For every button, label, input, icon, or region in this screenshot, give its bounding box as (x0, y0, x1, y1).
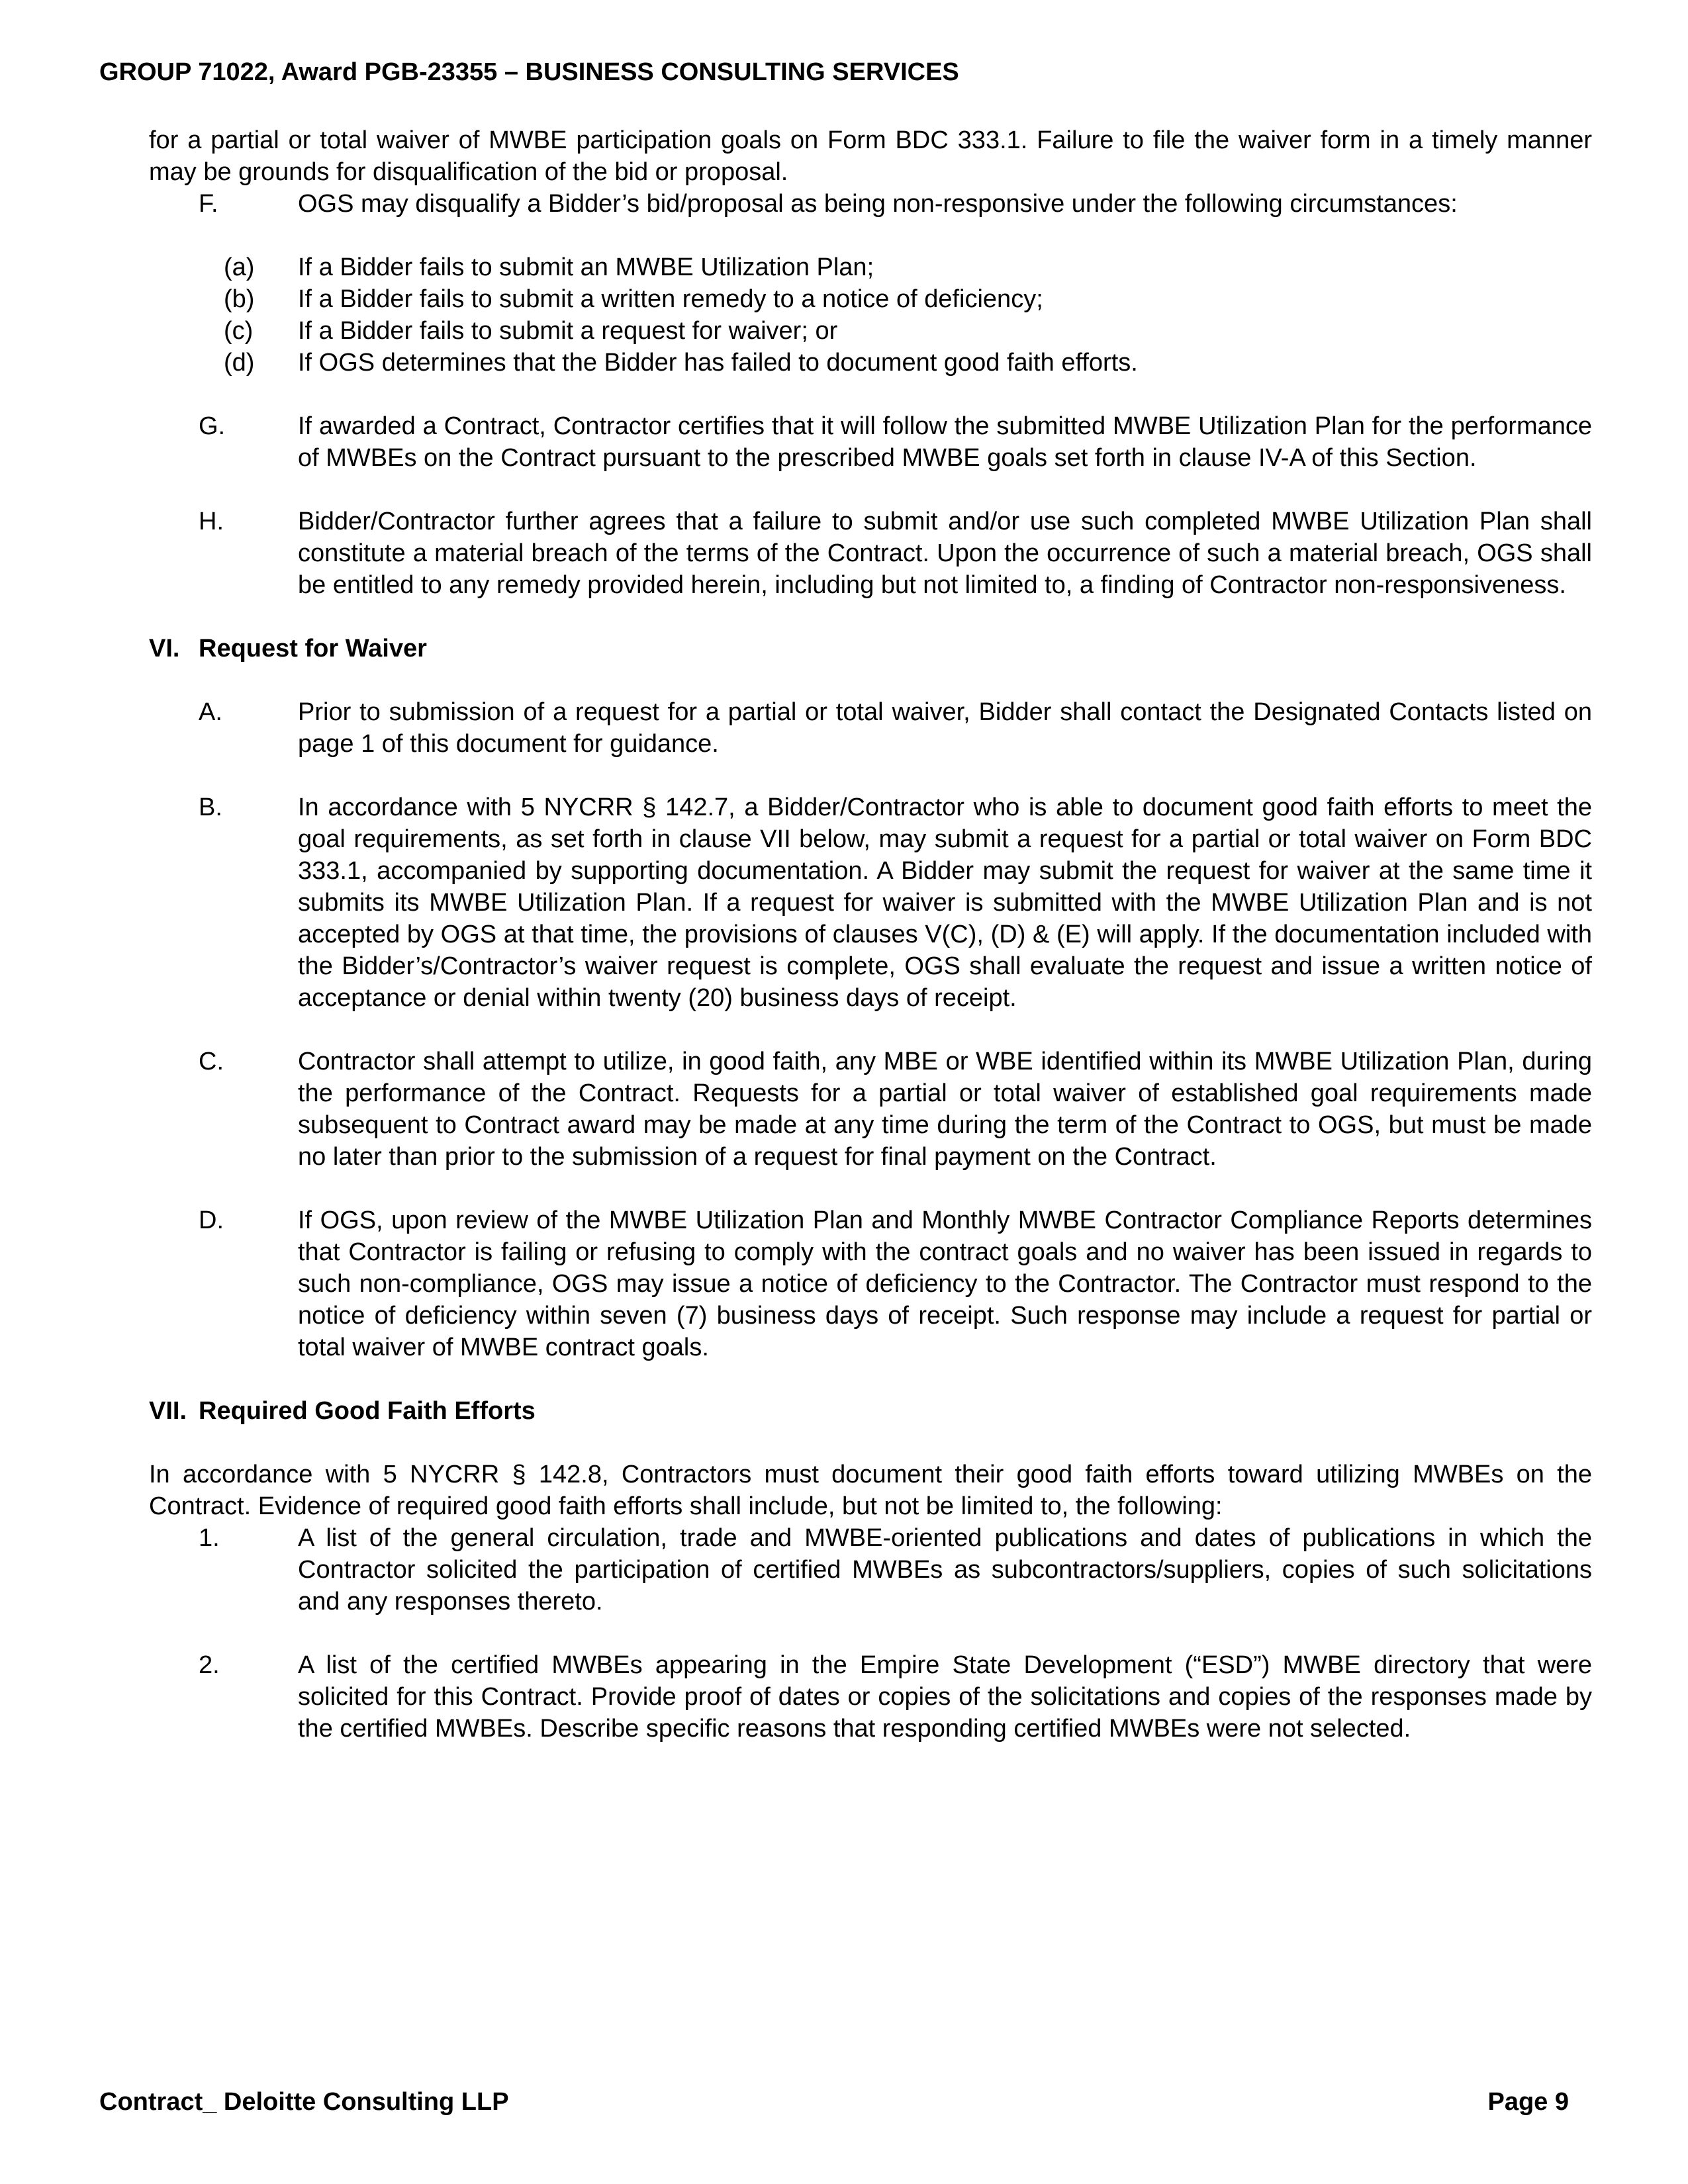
clause-vi-d (149, 1205, 1592, 1363)
sublist-label: (c) (224, 317, 254, 345)
good-faith-item-1 (149, 1522, 1592, 1617)
clause-text: A list of the general circulation, trade and MWBE-oriented publications and dates of publications in which the Contractor solicited the participation of certified MWBEs as subcontractors/suppliers, copies of such solicitations and any responses thereto. (298, 1524, 1592, 1615)
sublist-item (149, 283, 1592, 315)
sublist-label: (b) (224, 285, 255, 313)
clause-text: In accordance with 5 NYCRR § 142.7, a Bidder/Contractor who is able to document good faith efforts to meet the goal requirements, as set forth in clause VII below, may submit a request for a partial or total waiver on Form BDC 333.1, accompanied by supporting documentation. A Bidder may submit the request for waiver at the same time it submits its MWBE Utilization Plan. If a request for waiver is submitted with the MWBE Utilization Plan and is not accepted by OGS at that time, the provisions of clauses V(C), (D) & (E) will apply. If the documentation included with the Bidder’s/Contractor’s waiver request is complete, OGS shall evaluate the request and issue a written notice of acceptance or denial within twenty (20) business days of receipt. (298, 794, 1592, 1012)
clause-label: 2. (199, 1651, 220, 1679)
clause-v-f-sublist (149, 251, 1592, 379)
sublist-text: If OGS determines that the Bidder has failed to document good faith efforts. (298, 349, 1138, 377)
sublist-label: (a) (224, 253, 255, 281)
clause-v-g (149, 410, 1592, 474)
sublist-label: (d) (224, 349, 255, 377)
sublist-item (149, 347, 1592, 379)
clause-label: H. (199, 508, 224, 535)
good-faith-item-2 (149, 1649, 1592, 1745)
clause-v-h (149, 506, 1592, 601)
clause-label: A. (199, 698, 222, 726)
sublist-item (149, 315, 1592, 347)
sublist-text: If a Bidder fails to submit a request for waiver; or (298, 317, 838, 345)
section-number: VI. (149, 635, 180, 662)
clause-text: If OGS, upon review of the MWBE Utilization Plan and Monthly MWBE Contractor Compliance Reports determines that Contractor is failing or refusing to comply with the contract goals and no waiver has been issued in regards to such non-compliance, OGS may issue a notice of deficiency to the Contractor. The Contractor must respond to the notice of deficiency within seven (7) business days of receipt. Such response may include a request for partial or total waiver of MWBE contract goals. (298, 1206, 1592, 1361)
section-heading-vii (149, 1395, 1592, 1427)
clause-text: Bidder/Contractor further agrees that a failure to submit and/or use such completed MWBE Utilization Plan shall constitute a material breach of the terms of the Contract. Upon the occurrence of such a material breach, OGS shall be entitled to any remedy provided herein, including but not limited to, a finding of Contractor non-responsiveness. (298, 508, 1592, 599)
clause-label: B. (199, 794, 222, 821)
clause-label: D. (199, 1206, 224, 1234)
clause-label: 1. (199, 1524, 220, 1552)
section-title: Required Good Faith Efforts (199, 1397, 536, 1425)
footer-page-number: Page 9 (1487, 2088, 1569, 2116)
clause-text: Contractor shall attempt to utilize, in good faith, any MBE or WBE identified within its MWBE Utilization Plan, during the performance of the Contract. Requests for a partial or total waiver of established goal requirements made subsequent to Contract award may be made at any time during the term of the Contract to OGS, but must be made no later than prior to the submission of a request for final payment on the Contract. (298, 1048, 1592, 1171)
clause-label: G. (199, 412, 226, 440)
section-title: Request for Waiver (199, 635, 427, 662)
section-heading-vi (149, 633, 1592, 664)
page-header: GROUP 71022, Award PGB-23355 – BUSINESS CONSULTING SERVICES (99, 58, 959, 86)
clause-text: OGS may disqualify a Bidder’s bid/proposal as being non-responsive under the following circumstances: (298, 190, 1458, 218)
sublist-text: If a Bidder fails to submit a written remedy to a notice of deficiency; (298, 285, 1043, 313)
clause-vi-b (149, 792, 1592, 1014)
footer-contract-name: Contract_ Deloitte Consulting LLP (99, 2088, 509, 2116)
clause-text: A list of the certified MWBEs appearing in the Empire State Development (“ESD”) MWBE directory that were solicited for this Contract. Provide proof of dates or copies of the solicitations and copies of the responses made by the certified MWBEs. Describe specific reasons that responding certified MWBEs were not selected. (298, 1651, 1592, 1743)
sublist-item (149, 251, 1592, 283)
clause-vi-c (149, 1046, 1592, 1173)
continued-paragraph: for a partial or total waiver of MWBE participation goals on Form BDC 333.1. Failure to file the waiver form in a timely manner may be grounds for disqualification of the bid or proposal. (149, 126, 1592, 186)
section-number: VII. (149, 1397, 187, 1425)
clause-label: C. (199, 1048, 224, 1075)
section-intro: In accordance with 5 NYCRR § 142.8, Contractors must document their good faith efforts toward utilizing MWBEs on the Contract. Evidence of required good faith efforts shall include, but not be limited to, the following: (149, 1461, 1592, 1520)
sublist-text: If a Bidder fails to submit an MWBE Utilization Plan; (298, 253, 874, 281)
clause-label: F. (199, 190, 218, 218)
clause-vi-a (149, 696, 1592, 760)
clause-text: If awarded a Contract, Contractor certifies that it will follow the submitted MWBE Utilization Plan for the performance of MWBEs on the Contract pursuant to the prescribed MWBE goals set forth in clause IV-A of this Section. (298, 412, 1592, 472)
page-content (149, 124, 1592, 1776)
clause-text: Prior to submission of a request for a partial or total waiver, Bidder shall contact the Designated Contacts listed on page 1 of this document for guidance. (298, 698, 1592, 758)
clause-v-f (149, 188, 1592, 220)
